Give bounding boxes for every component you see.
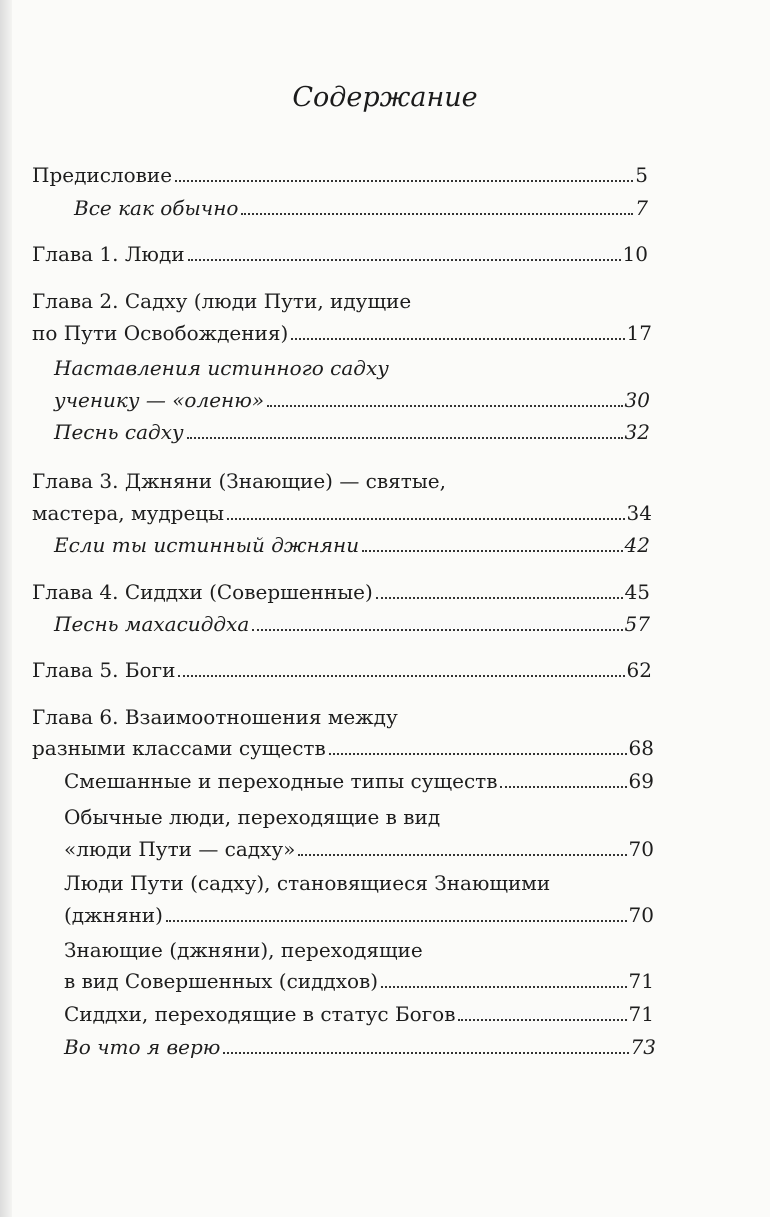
toc-entry-foreword[interactable] [32, 161, 648, 189]
entry-label: Во что я верю [64, 1035, 221, 1059]
page-spine-shadow [0, 0, 12, 1217]
entry-page-number: 70 [628, 903, 654, 927]
entry-page-number: 73 [630, 1035, 656, 1059]
entry-page-number: 68 [628, 736, 654, 760]
dot-leader [241, 213, 633, 215]
toc-entry-jnani-if[interactable] [54, 531, 650, 559]
dot-leader [298, 854, 626, 856]
toc-entry-ordinary-people[interactable] [64, 835, 654, 863]
toc-entry-chapter-6[interactable] [32, 734, 654, 762]
entry-page-number: 7 [635, 196, 648, 220]
sadhu-instructions-line-1: Наставления истинного садху [54, 356, 389, 380]
entry-label: Песнь садху [54, 420, 184, 444]
toc-entry-as-usual[interactable] [74, 194, 648, 222]
entry-label: по Пути Освобождения) [32, 321, 289, 345]
toc-entry-chapter-1[interactable] [32, 240, 648, 268]
entry-page-number: 45 [624, 580, 650, 604]
toc-entry-siddhi-gods[interactable] [64, 1000, 654, 1028]
entry-label: Все как обычно [74, 196, 239, 220]
entry-label: мастера, мудрецы [32, 501, 225, 525]
toc-entry-path-people[interactable] [64, 901, 654, 929]
dot-leader [376, 597, 623, 599]
toc-entry-mahasiddha-song[interactable] [54, 610, 650, 638]
entry-page-number: 10 [622, 242, 648, 266]
dot-leader [223, 1052, 628, 1054]
toc-entry-what-i-believe[interactable] [64, 1033, 656, 1061]
toc-entry-chapter-3[interactable] [32, 499, 652, 527]
ordinary-people-line-1: Обычные люди, переходящие в вид [64, 805, 441, 829]
entry-label: Глава 5. Боги [32, 658, 176, 682]
entry-page-number: 62 [626, 658, 652, 682]
entry-label: Песнь махасиддха [54, 612, 250, 636]
entry-page-number: 57 [624, 612, 650, 636]
dot-leader [381, 986, 626, 988]
entry-page-number: 32 [624, 420, 650, 444]
entry-label: Смешанные и переходные типы существ [64, 769, 498, 793]
entry-page-number: 34 [626, 501, 652, 525]
entry-label: Глава 4. Сиддхи (Совершенные) [32, 580, 373, 604]
entry-page-number: 42 [624, 533, 650, 557]
chapter-6-title-line-1: Глава 6. Взаимоотношения между [32, 705, 398, 729]
entry-label: в вид Совершенных (сиддхов) [64, 969, 379, 993]
toc-entry-mixed-types[interactable] [64, 767, 654, 795]
entry-page-number: 17 [626, 321, 652, 345]
chapter-2-title-line-1: Глава 2. Садху (люди Пути, идущие [32, 289, 412, 313]
toc-entry-sadhu-instructions[interactable] [54, 386, 650, 414]
entry-page-number: 30 [624, 388, 650, 412]
toc-entry-chapter-4[interactable] [32, 578, 650, 606]
dot-leader [166, 920, 627, 922]
dot-leader [188, 259, 621, 261]
entry-label: Предисловие [32, 163, 173, 187]
entry-page-number: 71 [628, 969, 654, 993]
entry-label: «люди Пути — садху» [64, 837, 296, 861]
toc-entry-chapter-5[interactable] [32, 656, 652, 684]
chapter-3-title-line-1: Глава 3. Джняни (Знающие) — святые, [32, 469, 446, 493]
entry-page-number: 5 [635, 163, 648, 187]
entry-label: Сиддхи, переходящие в статус Богов [64, 1002, 456, 1026]
entry-page-number: 71 [628, 1002, 654, 1026]
dot-leader [458, 1019, 626, 1021]
entry-page-number: 69 [628, 769, 654, 793]
dot-leader [362, 550, 622, 552]
dot-leader [175, 180, 633, 182]
dot-leader [187, 437, 623, 439]
entry-label: разными классами существ [32, 736, 326, 760]
entry-page-number: 70 [628, 837, 654, 861]
path-people-line-1: Люди Пути (садху), становящиеся Знающими [64, 871, 551, 895]
entry-label: ученику — «оленю» [54, 388, 265, 412]
entry-label: Глава 1. Люди [32, 242, 185, 266]
dot-leader [291, 338, 624, 340]
toc-title: Содержание [292, 82, 478, 113]
toc-entry-sadhu-song[interactable] [54, 418, 650, 446]
toc-entry-knowing[interactable] [64, 967, 654, 995]
dot-leader [252, 629, 622, 631]
knowing-line-1: Знающие (джняни), переходящие [64, 938, 423, 962]
dot-leader [500, 786, 626, 788]
dot-leader [267, 405, 622, 407]
toc-entry-chapter-2[interactable] [32, 319, 652, 347]
entry-label: (джняни) [64, 903, 163, 927]
entry-label: Если ты истинный джняни [54, 533, 360, 557]
dot-leader [227, 518, 624, 520]
dot-leader [329, 753, 627, 755]
dot-leader [178, 675, 624, 677]
